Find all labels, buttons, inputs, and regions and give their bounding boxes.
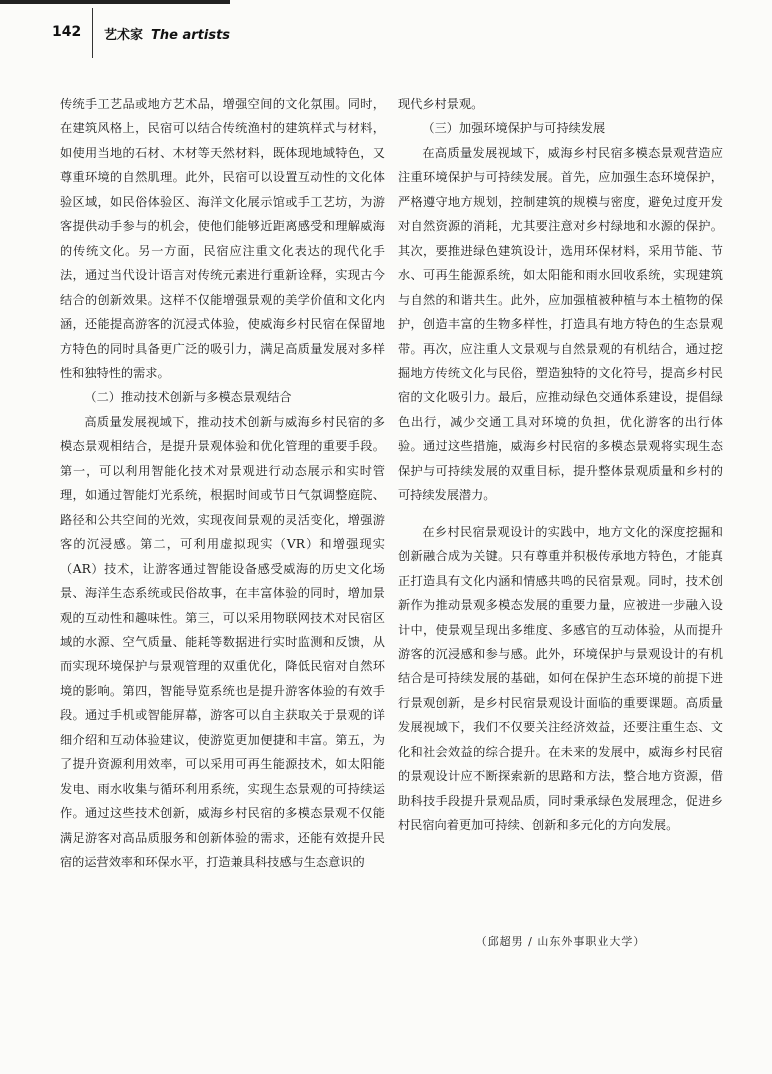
author-credit: （邱超男 / 山东外事职业大学） [475, 935, 646, 948]
header-divider [92, 8, 93, 58]
journal-title-cn: 艺术家 [104, 28, 144, 43]
page-number: 142 [52, 24, 82, 40]
section-heading: （二）推动技术创新与多模态景观结合 [84, 390, 292, 405]
paragraph: 高质量发展视域下，推动技术创新与威海乡村民宿的多模态景观相结合，是提升景观体验和优化管理的重要手段。第一，可以利用智能化技术对景观进行动态展示和实时管理，如通过智能灯光系统，根据时间或节日气氛调整庭院、路径和公共空间的光效，实现夜间景观的灵活变化，增强游客的沉浸感。第二，可利用虚拟现实（VR）和增强现实（AR）技术，让游客通过智能设备感受威海的历史文化场景、海洋生态系统或民俗故事，在丰富体验的同时，增加景观的互动性和趣味性。第三，可以采用物联网技术对民宿区域的水源、空气质量、能耗等数据进行实时监测和反馈，从而实现环境保护与景观管理的双重优化，降低民宿对自然环境的影响。第四，智能导览系统也是提升游客体验的有效手段。通过手机或智能屏幕，游客可以自主获取关于景观的详细介绍和互动体验建议，使游览更加便捷和丰富。第五，为了提升资源利用效率，可以采用可再生能源技术，如太阳能发电、雨水收集与循环利用系统，实现生态景观的可持续运作。通过这些技术创新，威海乡村民宿的多模态景观不仅能满足游客对高品质服务和创新体验的需求，还能有效提升民宿的运营效率和环保水平，打造兼具科技感与生态意识的 [60, 414, 385, 870]
right-column [398, 92, 723, 838]
page-header [0, 0, 772, 60]
paragraph: 在乡村民宿景观设计的实践中，地方文化的深度挖掘和创新融合成为关键。只有尊重并积极传承地方特色，才能真正打造具有文化内涵和情感共鸣的民宿景观。同时，技术创新作为推动景观多模态发展的重要力量，应被进一步融入设计中，使景观呈现出多维度、多感官的互动体验，从而提升游客的沉浸感和参与感。此外，环境保护与景观设计的有机结合是可持续发展的基础，如何在保护生态环境的前提下进行景观创新，是乡村民宿景观设计面临的重要课题。高质量发展视域下，我们不仅要关注经济效益，还要注重生态、文化和社会效益的综合提升。在未来的发展中，威海乡村民宿的景观设计应不断探索新的思路和方法，整合地方资源，借助科技手段提升景观品质，同时秉承绿色发展理念，促进乡村民宿向着更加可持续、创新和多元化的方向发展。 [398, 524, 723, 833]
left-column [60, 92, 385, 875]
paragraph: 现代乡村景观。 [398, 97, 484, 111]
header-rule [0, 0, 230, 4]
journal-title-en: The artists [151, 28, 231, 43]
journal-title [104, 24, 230, 43]
paragraph: 在高质量发展视域下，威海乡村民宿多模态景观营造应注重环境保护与可持续发展。首先，应加强生态环境保护，严格遵守地方规划，控制建筑的规模与密度，避免过度开发对自然资源的消耗，尤其要注意对乡村绿地和水源的保护。其次，要推进绿色建筑设计，选用环保材料，采用节能、节水、可再生能源系统，如太阳能和雨水回收系统，实现建筑与自然的和谐共生。此外，应加强植被种植与本土植物的保护，创造丰富的生物多样性，打造具有地方特色的生态景观带。再次，应注重人文景观与自然景观的有机结合，通过挖掘地方传统文化与民俗，塑造独特的文化符号，提高乡村民宿的文化吸引力。最后，应推动绿色交通体系建设，提倡绿色出行，减少交通工具对环境的负担，优化游客的出行体验。通过这些措施，威海乡村民宿的多模态景观将实现生态保护与可持续发展的双重目标，提升整体景观质量和乡村的可持续发展潜力。 [398, 145, 723, 503]
paragraph: 传统手工艺品或地方艺术品，增强空间的文化氛围。同时，在建筑风格上，民宿可以结合传统渔村的建筑样式与材料，如使用当地的石材、木材等天然材料，既体现地域特色，又尊重环境的自然肌理。此外，民宿可以设置互动性的文化体验区域，如民俗体验区、海洋文化展示馆或手工艺坊，为游客提供动手参与的机会，使他们能够近距离感受和理解威海的传统文化。另一方面，民宿应注重文化表达的现代化手法，通过当代设计语言对传统元素进行重新诠释，实现古今结合的创新效果。这样不仅能增强景观的美学价值和文化内涵，还能提高游客的沉浸式体验，使威海乡村民宿在保留地方特色的同时具备更广泛的吸引力，满足高质量发展对多样性和独特性的需求。 [60, 97, 385, 380]
section-heading: （三）加强环境保护与可持续发展 [422, 121, 606, 136]
